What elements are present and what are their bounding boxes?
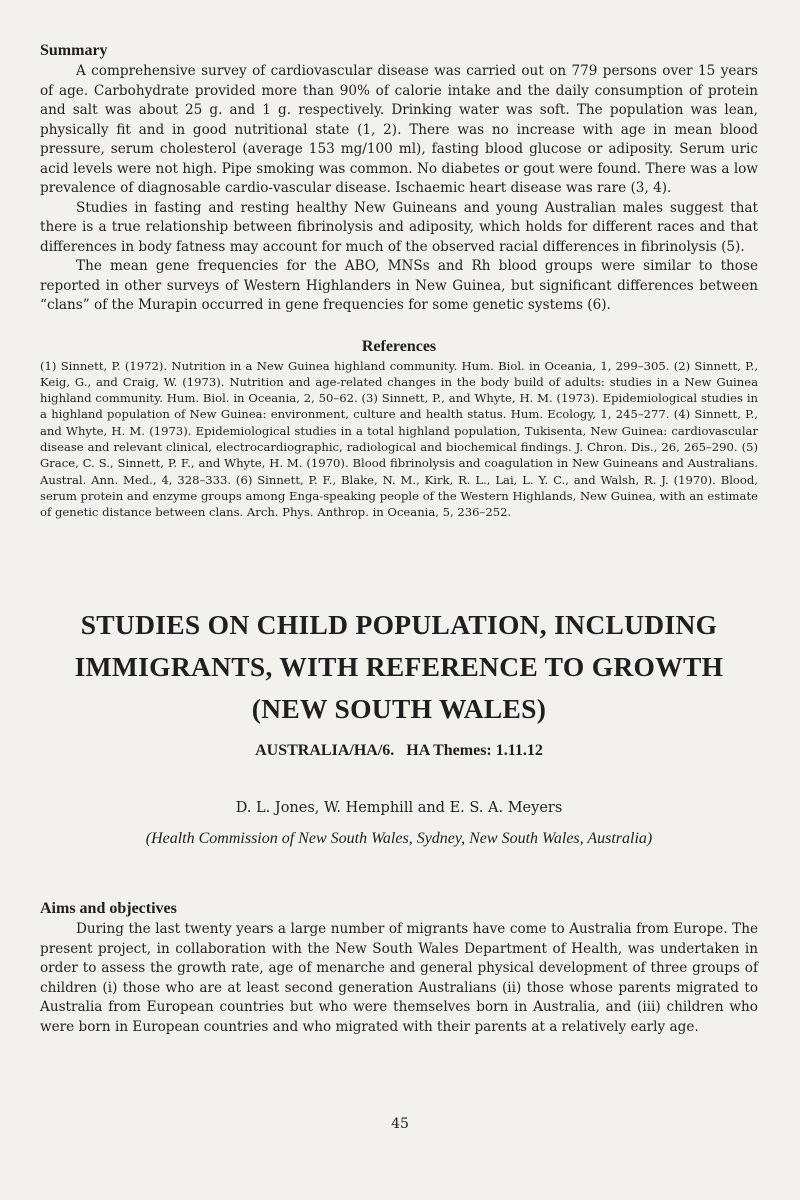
references-heading: References [361,337,437,355]
authors: D. L. Jones, W. Hemphill and E. S. A. Meyers [235,800,563,817]
article-title-line-2: IMMIGRANTS, WITH REFERENCE TO GROWTH [74,651,724,683]
project-code: AUSTRALIA/HA/6. HA Themes: 1.11.12 [255,742,543,760]
article-title-line-1: STUDIES ON CHILD POPULATION, INCLUDING [80,609,718,641]
page-number: 45 [391,1116,409,1132]
summary-paragraph-1: A comprehensive survey of cardiovascular disease was carried out on 779 persons over 15 years of age. Carbohydrate provided more than 90% of calorie intake and the daily consumption of protein and salt was about 25 g. and 1 g. respectively. Drinking water was soft. The population was lean, physically fit and in good nutritional state (1, 2). There was no increase with age in mean blood pressure, serum cholesterol (average 153 mg/100 ml), fasting blood glucose or adiposity. Serum uric acid levels were not high. Pipe smoking was common. No diabetes or gout were found. There was a low prevalence of diagnosable cardio-vascular disease. Ischaemic heart disease was rare (3, 4). [40,63,758,196]
aims-paragraph: During the last twenty years a large number of migrants have come to Australia from Europe. The present project, in collaboration with the New South Wales Department of Health, was undertaken in order to assess the growth rate, age of menarche and general physical development of three groups of children (i) those who are at least second generation Australians (ii) those whose parents migrated to Australia from European countries but who were themselves born in Australia, and (iii) children who were born in European countries and who migrated with their parents at a relatively early age. [40,921,758,1035]
references-list: (1) Sinnett, P. (1972). Nutrition in a New Guinea highland community. Hum. Biol. in Oceania, 1, 299–305. (2) Sinnett, P., Keig, G., and Craig, W. (1973). Nutrition and age-related changes in the body build of adults: studies in a New Guinea highland community. Hum. Biol. in Oceania, 2, 50–62. (3) Sinnett, P., and Whyte, H. M. (1973). Epidemiological studies in a highland population of New Guinea: environment, culture and health status. Hum. Ecology, 1, 245–277. (4) Sinnett, P., and Whyte, H. M. (1973). Epidemiological studies in a total highland population, Tukisenta, New Guinea: cardiovascular disease and relevant clinical, electrocardiographic, radiological and biochemical findings. J. Chron. Dis., 26, 265–290. (5) Grace, C. S., Sinnett, P. F., and Whyte, H. M. (1970). Blood fibrinolysis and coagulation in New Guineans and Australians. Austral. Ann. Med., 4, 328–333. (6) Sinnett, P. F., Blake, N. M., Kirk, R. L., Lai, L. Y. C., and Walsh, R. J. (1970). Blood, serum protein and enzyme groups among Enga-speaking people of the Western Highlands, New Guinea, with an estimate of genetic distance between clans. Arch. Phys. Anthrop. in Oceania, 5, 236–252. [40,358,758,520]
summary-paragraph-3: The mean gene frequencies for the ABO, MNSs and Rh blood groups were similar to those reported in other surveys of Western Highlanders in New Guinea, but significant differences between “clans” of the Murapin occurred in gene frequencies for some genetic systems (6). [40,258,758,313]
aims-heading: Aims and objectives [40,900,177,918]
summary-heading: Summary [40,42,108,59]
article-title-line-3: (NEW SOUTH WALES) [251,693,547,725]
summary-paragraph-2: Studies in fasting and resting healthy New Guineans and young Australian males suggest that there is a true relationship between fibrinolysis and adiposity, which holds for different races and that differences in body fatness may account for much of the observed racial differences in fibrinolysis (5). [40,199,758,255]
article-title [40,604,758,730]
document-page [40,42,758,1037]
affiliation: (Health Commission of New South Wales, Sydney, New South Wales, Australia) [145,830,653,848]
